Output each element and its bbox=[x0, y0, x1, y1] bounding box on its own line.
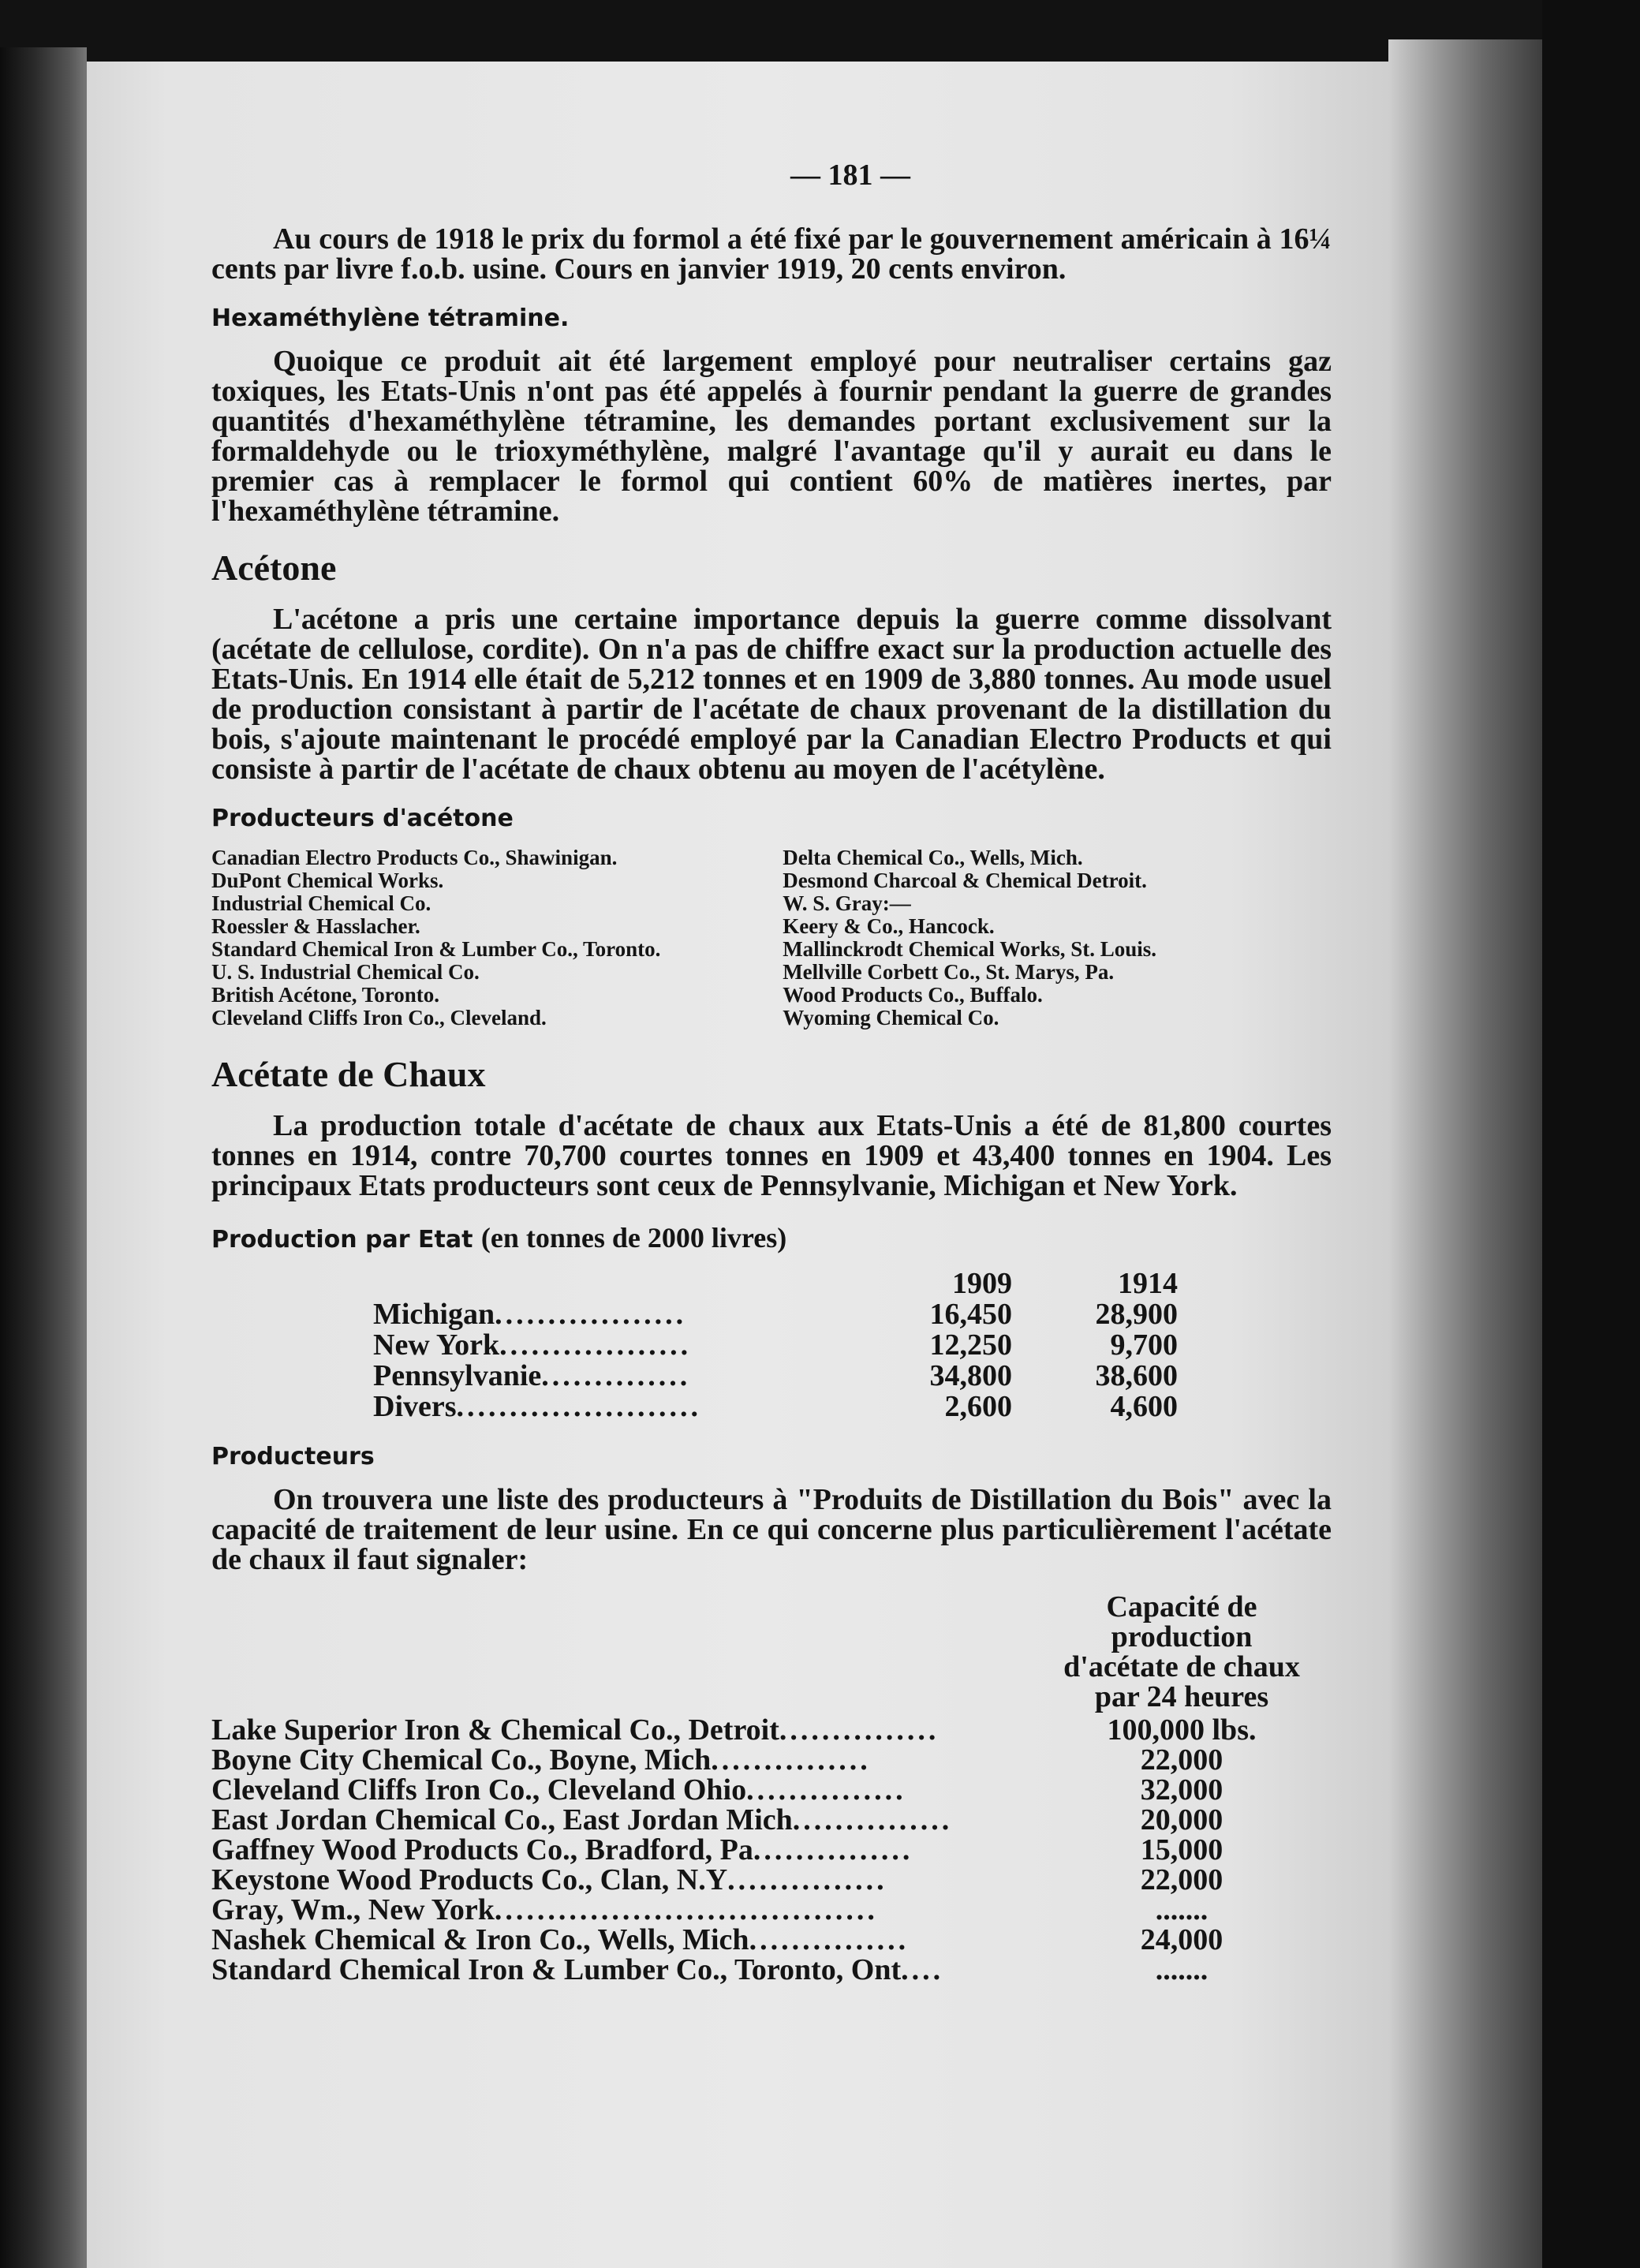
list-item: Delta Chemical Co., Wells, Mich. bbox=[783, 846, 1083, 869]
leader-dots: .... bbox=[901, 1955, 944, 1985]
list-item: Canadian Electro Products Co., Shawinigan. bbox=[211, 846, 618, 869]
chaux-producers-heading: Producteurs bbox=[211, 1443, 375, 1470]
list-item: Wood Products Co., Buffalo. bbox=[783, 983, 1043, 1007]
company-name: Keystone Wood Products Co., Clan, N.Y bbox=[211, 1865, 728, 1895]
scanner-border bbox=[1542, 0, 1640, 2268]
leader-dots: ............... bbox=[779, 1715, 940, 1745]
value-1914: 9,700 bbox=[1110, 1328, 1178, 1362]
leader-dots: ............... bbox=[711, 1745, 871, 1775]
list-item: Mallinckrodt Chemical Works, St. Louis. bbox=[783, 937, 1157, 961]
value-1909: 34,800 bbox=[929, 1359, 1012, 1392]
company-name: East Jordan Chemical Co., East Jordan Mich bbox=[211, 1805, 793, 1835]
table-row bbox=[211, 1835, 1312, 1865]
production-table-title: Production par Etat bbox=[211, 1226, 473, 1254]
value-1914: 28,900 bbox=[1095, 1298, 1178, 1331]
company-name: Gray, Wm., New York bbox=[211, 1895, 495, 1925]
acetone-paragraph: L'acétone a pris une certaine importance depuis la guerre comme dissolvant (acétate de cellulose, cordite). On n'a pas de chiffre exact sur la production actuelle des Etats-Unis. En 1914 elle était de 5,212 tonnes et en 1909 de 3,880 tonnes. Au mode usuel de production consistant à partir de l'acétate de chaux provenant de la distillation du bois, s'ajoute maintenant le procédé employé par la Canadian Electro Products et qui consiste à partir de l'acétate de chaux obtenu au moyen de l'acétylène. bbox=[211, 603, 1332, 786]
company-name: Nashek Chemical & Iron Co., Wells, Mich bbox=[211, 1925, 749, 1955]
company-name: Gaffney Wood Products Co., Bradford, Pa bbox=[211, 1835, 753, 1865]
state-name: Michigan bbox=[373, 1299, 495, 1330]
value-1909: 12,250 bbox=[929, 1328, 1012, 1362]
chaux-producers-paragraph: On trouvera une liste des producteurs à "Produits de Distillation du Bois" avec la capacité de traitement de leur usine. En ce qui concerne plus particulièrement l'acétate de chaux il faut signaler: bbox=[211, 1483, 1332, 1576]
company-name: Boyne City Chemical Co., Boyne, Mich bbox=[211, 1745, 712, 1775]
acetone-producers-heading: Producteurs d'acétone bbox=[211, 805, 514, 832]
state-name: Pennsylvanie bbox=[373, 1361, 542, 1392]
table-row bbox=[373, 1392, 1178, 1422]
capacity-value: 22,000 bbox=[1140, 1863, 1223, 1896]
capacity-value: ....... bbox=[1155, 1953, 1209, 1986]
hexa-heading: Hexaméthylène tétramine. bbox=[211, 305, 570, 332]
acetone-producers-list bbox=[211, 846, 1332, 1029]
list-item: W. S. Gray:— bbox=[783, 891, 911, 915]
list-item: Cleveland Cliffs Iron Co., Cleveland. bbox=[211, 1006, 547, 1029]
leader-dots: ............... bbox=[746, 1775, 906, 1805]
capacity-value: 24,000 bbox=[1140, 1923, 1223, 1956]
value-1914: 4,600 bbox=[1110, 1390, 1178, 1423]
capacity-value: ....... bbox=[1155, 1893, 1209, 1926]
table-row bbox=[211, 1715, 1312, 1745]
year-1909-header: 1909 bbox=[952, 1267, 1012, 1300]
list-item: U. S. Industrial Chemical Co. bbox=[211, 960, 480, 984]
leader-dots: .............. bbox=[541, 1361, 691, 1392]
book-spine-shadow bbox=[1388, 39, 1546, 2268]
state-name: New York bbox=[373, 1330, 500, 1361]
year-1914-header: 1914 bbox=[1118, 1267, 1178, 1300]
leader-dots: .................................... bbox=[494, 1895, 878, 1925]
table-row bbox=[211, 1775, 1312, 1805]
capacity-value: 100,000 lbs. bbox=[1107, 1713, 1257, 1747]
company-name: Lake Superior Iron & Chemical Co., Detroit bbox=[211, 1715, 779, 1745]
table-row bbox=[211, 1895, 1312, 1925]
list-item: Desmond Charcoal & Chemical Detroit. bbox=[783, 869, 1147, 892]
table-row bbox=[211, 1865, 1312, 1895]
leader-dots: ....................... bbox=[456, 1392, 702, 1422]
list-item: Keery & Co., Hancock. bbox=[783, 914, 995, 938]
formol-paragraph: Au cours de 1918 le prix du formol a été fixé par le gouvernement américain à 16¼ cents par livre f.o.b. usine. Cours en janvier 1919, 20 cents environ. bbox=[211, 222, 1332, 286]
list-item: Mellville Corbett Co., St. Marys, Pa. bbox=[783, 960, 1115, 984]
value-1914: 38,600 bbox=[1095, 1359, 1178, 1392]
leader-dots: ............... bbox=[753, 1835, 913, 1865]
value-1909: 16,450 bbox=[929, 1298, 1012, 1331]
page-content bbox=[211, 158, 1332, 1985]
facing-page-edge bbox=[0, 47, 87, 2268]
acetone-heading: Acétone bbox=[211, 547, 337, 588]
value-1909: 2,600 bbox=[944, 1390, 1012, 1423]
capacity-column-header: Capacité de production d'acétate de chaux par 24 heures bbox=[1063, 1590, 1300, 1713]
page-number: — 181 — bbox=[790, 159, 910, 192]
list-item: Wyoming Chemical Co. bbox=[783, 1006, 999, 1029]
company-name: Cleveland Cliffs Iron Co., Cleveland Ohio bbox=[211, 1775, 747, 1805]
list-item: Standard Chemical Iron & Lumber Co., Toronto. bbox=[211, 937, 661, 961]
leader-dots: .................. bbox=[495, 1299, 687, 1330]
chaux-heading: Acétate de Chaux bbox=[211, 1054, 486, 1094]
list-item: British Acétone, Toronto. bbox=[211, 983, 440, 1007]
table-row bbox=[373, 1361, 1178, 1392]
producers-right-column bbox=[783, 846, 1332, 1029]
leader-dots: ............... bbox=[749, 1925, 910, 1955]
production-table-heading bbox=[211, 1221, 1332, 1254]
capacity-value: 20,000 bbox=[1140, 1803, 1223, 1836]
capacity-value: 32,000 bbox=[1140, 1773, 1223, 1807]
capacity-value: 15,000 bbox=[1140, 1833, 1223, 1866]
table-header-row bbox=[373, 1269, 1178, 1299]
table-row bbox=[373, 1299, 1178, 1330]
table-row bbox=[373, 1330, 1178, 1361]
leader-dots: .................. bbox=[499, 1330, 692, 1361]
list-item: Roessler & Hasslacher. bbox=[211, 914, 420, 938]
list-item: DuPont Chemical Works. bbox=[211, 869, 444, 892]
leader-dots: ............... bbox=[792, 1805, 953, 1835]
leader-dots: ............... bbox=[727, 1865, 887, 1895]
capacity-value: 22,000 bbox=[1140, 1743, 1223, 1777]
producers-left-column bbox=[211, 846, 760, 1029]
state-column-header bbox=[373, 1269, 854, 1299]
list-item: Industrial Chemical Co. bbox=[211, 891, 431, 915]
hexa-paragraph: Quoique ce produit ait été largement employé pour neutraliser certains gaz toxiques, les Etats-Unis n'ont pas été appelés à fournir pendant la guerre de grandes quantités d'hexaméthylène tétramine, les demandes portant exclusivement sur la formaldehyde ou le trioxyméthylène, malgré l'avantage qu'il y aurait eu dans le premier cas à remplacer le formol qui contient 60% de matières inertes, par l'hexaméthylène tétramine. bbox=[211, 345, 1332, 528]
production-table-units: (en tonnes de 2000 livres) bbox=[480, 1222, 787, 1254]
table-row bbox=[211, 1745, 1312, 1775]
state-name: Divers bbox=[373, 1392, 457, 1422]
table-row bbox=[211, 1955, 1312, 1985]
table-row bbox=[211, 1925, 1312, 1955]
table-row bbox=[211, 1805, 1312, 1835]
company-name: Standard Chemical Iron & Lumber Co., Toronto, Ont bbox=[211, 1955, 902, 1985]
chaux-paragraph: La production totale d'acétate de chaux aux Etats-Unis a été de 81,800 courtes tonnes en 1914, contre 70,700 courtes tonnes en 1909 et 43,400 tonnes en 1904. Les principaux Etats producteurs sont ceux de Pennsylvanie, Michigan et New York. bbox=[211, 1109, 1332, 1202]
production-by-state-table bbox=[373, 1269, 1178, 1422]
capacity-table bbox=[211, 1715, 1312, 1985]
